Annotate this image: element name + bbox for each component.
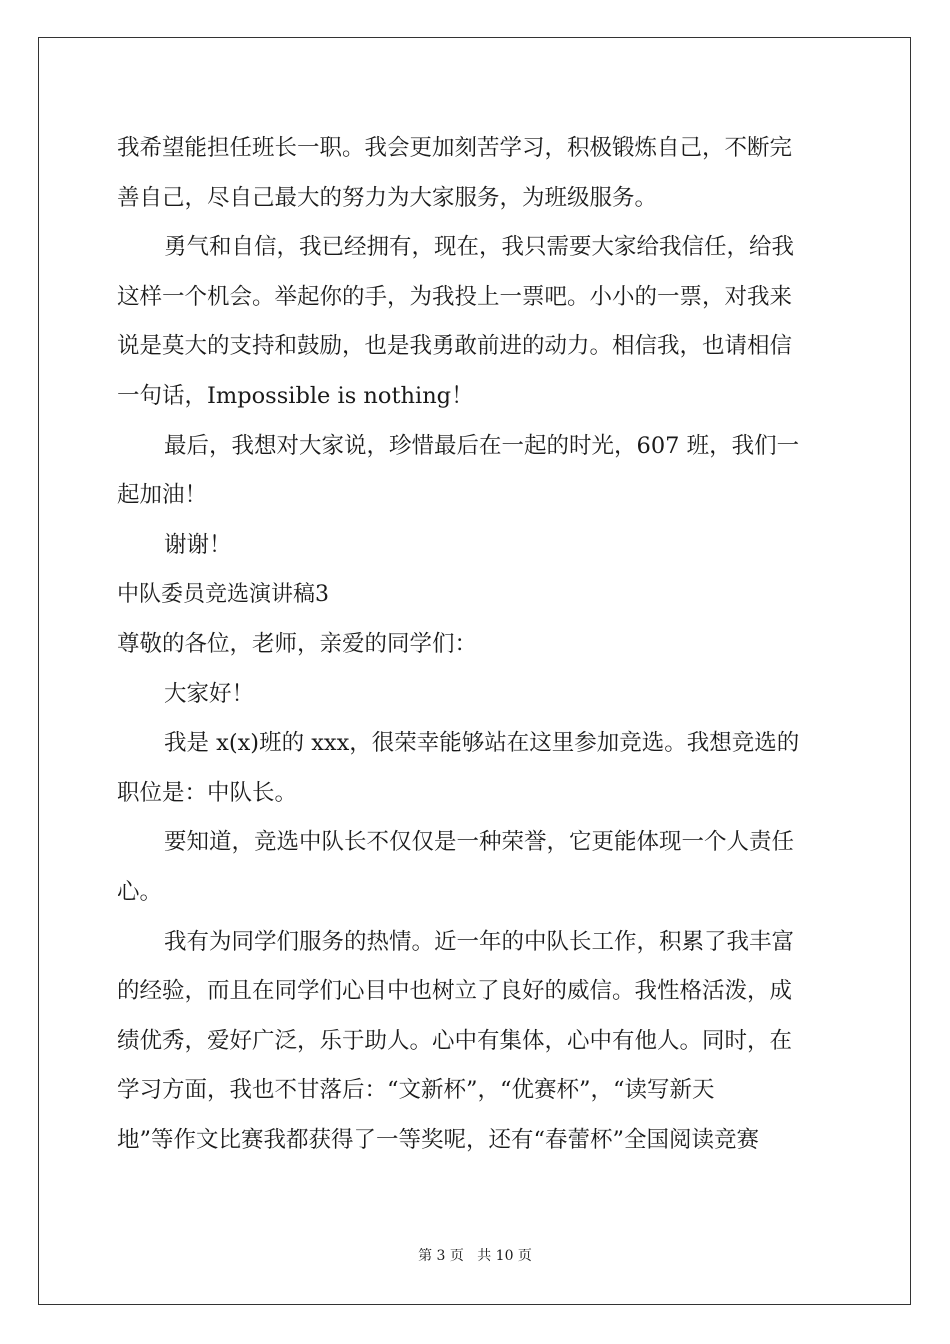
paragraph-line: 的经验，而且在同学们心目中也树立了良好的威信。我性格活泼，成 xyxy=(117,978,793,1005)
paragraph-line: 一句话，Impossible is nothing！ xyxy=(117,382,474,409)
paragraph-line: 职位是：中队长。 xyxy=(117,779,298,806)
page-number-footer: 第 3 页 共 10 页 xyxy=(418,1248,532,1264)
document-body xyxy=(117,124,835,1165)
paragraph-line: 最后，我想对大家说，珍惜最后在一起的时光，607 班，我们一 xyxy=(164,432,800,459)
paragraph-line: 大家好！ xyxy=(164,680,255,707)
section-title: 中队委员竞选演讲稿3 xyxy=(117,582,329,608)
paragraph-line: 谢谢！ xyxy=(164,531,232,558)
paragraph-line: 要知道，竞选中队长不仅仅是一种荣誉，它更能体现一个人责任 xyxy=(164,829,795,856)
paragraph-line: 我有为同学们服务的热情。近一年的中队长工作，积累了我丰富 xyxy=(164,928,795,955)
paragraph-line: 绩优秀，爱好广泛，乐于助人。心中有集体，心中有他人。同时，在 xyxy=(117,1027,793,1054)
paragraph-line: 善自己，尽自己最大的努力为大家服务，为班级服务。 xyxy=(117,184,658,211)
paragraph-line: 地”等作文比赛我都获得了一等奖呢，还有“春蕾杯”全国阅读竞赛 xyxy=(117,1126,760,1153)
paragraph-line: 起加油！ xyxy=(117,482,208,509)
paragraph-line: 这样一个机会。举起你的手，为我投上一票吧。小小的一票，对我来 xyxy=(117,283,793,310)
paragraph-line: 心。 xyxy=(117,878,163,905)
salutation-line: 尊敬的各位，老师，亲爱的同学们： xyxy=(117,630,478,657)
paragraph-line: 学习方面，我也不甘落后：“文新杯”，“优赛杯”，“读写新天 xyxy=(117,1077,715,1104)
paragraph-line: 我是 x(x)班的 xxx，很荣幸能够站在这里参加竞选。我想竞选的 xyxy=(164,730,800,757)
paragraph-line: 说是莫大的支持和鼓励，也是我勇敢前进的动力。相信我，也请相信 xyxy=(117,333,793,360)
paragraph-line: 我希望能担任班长一职。我会更加刻苦学习，积极锻炼自己，不断完 xyxy=(117,135,793,161)
paragraph-line: 勇气和自信，我已经拥有，现在，我只需要大家给我信任，给我 xyxy=(164,234,795,261)
